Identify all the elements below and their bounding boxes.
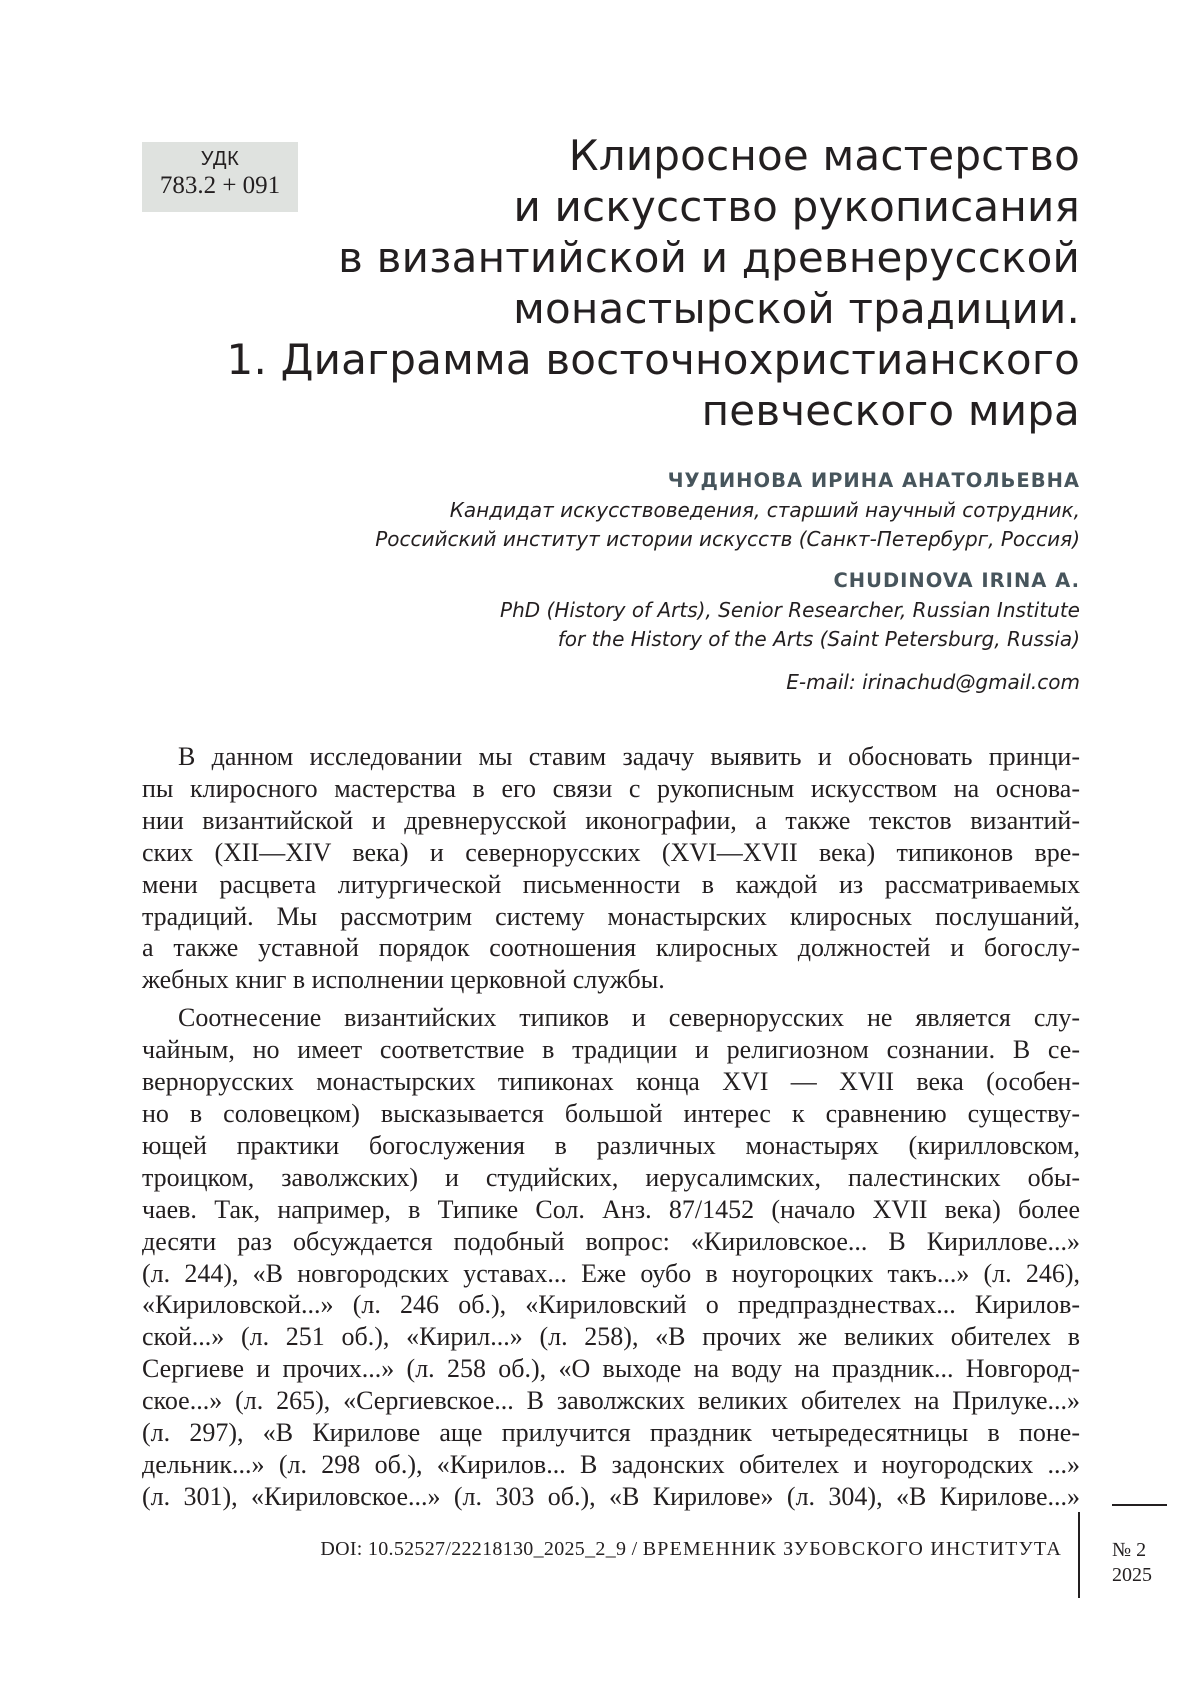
text-line: ской...» (л. 251 об.), «Кирил...» (л. 258), «В прочих же великих обителех в bbox=[142, 1322, 1080, 1352]
author-affiliation-ru: Российский институт истории искусств (Санкт-Петербург, Россия) bbox=[375, 527, 1080, 551]
udk-code: 783.2 + 091 bbox=[159, 172, 281, 199]
text-line: (л. 301), «Кириловское...» (л. 303 об.), «В Кирилове» (л. 304), «В Кирилове...» bbox=[142, 1481, 1080, 1511]
footer-rule bbox=[1112, 1504, 1167, 1506]
footer-journal: ВРЕМЕННИК ЗУБОВСКОГО ИНСТИТУТА bbox=[642, 1538, 1062, 1560]
text-line: Соотнесение византийских типиков и севернорусских не является слу- bbox=[178, 1003, 1080, 1033]
text-line: ских (XII—XIV века) и севернорусских (XVI—XVII века) типиконов вре- bbox=[142, 837, 1080, 867]
author-block bbox=[180, 466, 1080, 697]
text-line: чайным, но имеет соответствие в традиции и религиозном сознании. В се- bbox=[142, 1035, 1080, 1065]
footer-divider bbox=[1078, 1512, 1080, 1598]
title-line: монастырской традиции. bbox=[513, 284, 1080, 333]
footer-issue bbox=[1112, 1538, 1152, 1588]
text-line: ское...» (л. 265), «Сергиевское... В заволжских великих обителех на Прилуке...» bbox=[142, 1386, 1080, 1416]
text-line: но в соловецком) высказывается большой интерес к сравнению существу- bbox=[142, 1098, 1080, 1128]
text-line: В данном исследовании мы ставим задачу выявить и обосновать принци- bbox=[178, 742, 1080, 771]
title-line: и искусство рукописания bbox=[513, 182, 1080, 231]
text-line: пы клиросного мастерства в его связи с рукописным искусством на основа- bbox=[142, 773, 1080, 803]
text-line: Сергиеве и прочих...» (л. 258 об.), «О выходе на воду на праздник... Новгород- bbox=[142, 1354, 1080, 1384]
text-line: традиций. Мы рассмотрим систему монастырских клиросных послушаний, bbox=[142, 901, 1080, 931]
paragraph bbox=[142, 741, 1080, 996]
text-line: десяти раз обсуждается подобный вопрос: «Кириловское... В Кириллове...» bbox=[142, 1226, 1080, 1256]
text-line: дельник...» (л. 298 об.), «Кирилов... В задонских обителех и ноугородских ...» bbox=[142, 1449, 1080, 1479]
author-name-en: CHUDINOVA IRINA A. bbox=[833, 569, 1080, 592]
paragraph bbox=[142, 1002, 1080, 1513]
author-affiliation-en: for the History of the Arts (Saint Petersburg, Russia) bbox=[557, 627, 1080, 651]
text-line: троицком, заволжских) и студийских, иерусалимских, палестинских обы- bbox=[142, 1162, 1080, 1192]
text-line: нии византийской и древнерусской иконографии, а также текстов византий- bbox=[142, 805, 1080, 835]
title-line: в византийской и древнерусской bbox=[338, 233, 1080, 282]
text-line: жебных книг в исполнении церковной службы. bbox=[142, 965, 665, 995]
title-line: певческого мира bbox=[701, 386, 1080, 435]
title-line: 1. Диаграмма восточнохристианского bbox=[226, 335, 1080, 384]
text-line: мени расцвета литургической письменности в каждой из рассматриваемых bbox=[142, 869, 1080, 899]
text-line: вернорусских монастырских типиконах конца XVI — XVII века (особен- bbox=[142, 1067, 1080, 1097]
running-footer bbox=[320, 1538, 1062, 1561]
udk-label: УДК bbox=[200, 148, 240, 170]
article-title bbox=[220, 130, 1080, 436]
text-line: (л. 244), «В новгородских уставах... Еже оубо в ноугороцких такъ...» (л. 246), bbox=[142, 1258, 1080, 1288]
author-affiliation-ru: Кандидат искусствоведения, старший научный сотрудник, bbox=[449, 498, 1080, 522]
text-line: «Кириловской...» (л. 246 об.), «Кириловский о предпразднествах... Кирилов- bbox=[142, 1290, 1080, 1320]
author-affiliation-en: PhD (History of Arts), Senior Researcher, Russian Institute bbox=[500, 598, 1080, 622]
issue-number: № 2 bbox=[1112, 1539, 1147, 1561]
text-line: а также уставной порядок соотношения клиросных должностей и богослу- bbox=[142, 933, 1080, 963]
title-line: Клиросное мастерство bbox=[568, 131, 1080, 180]
author-name-ru: ЧУДИНОВА ИРИНА АНАТОЛЬЕВНА bbox=[667, 469, 1080, 492]
text-line: (л. 297), «В Кирилове аще прилучится праздник четыредесятницы в поне- bbox=[142, 1418, 1080, 1448]
text-line: чаев. Так, например, в Типике Сол. Анз. 87/1452 (начало XVII века) более bbox=[142, 1194, 1080, 1224]
issue-year: 2025 bbox=[1112, 1564, 1152, 1586]
footer-doi: DOI: 10.52527/22218130_2025_2_9 / bbox=[320, 1538, 638, 1560]
author-email: E-mail: irinachud@gmail.com bbox=[786, 670, 1080, 694]
text-line: ющей практики богослужения в различных монастырях (кирилловском, bbox=[142, 1130, 1080, 1160]
article-body bbox=[142, 741, 1080, 1513]
